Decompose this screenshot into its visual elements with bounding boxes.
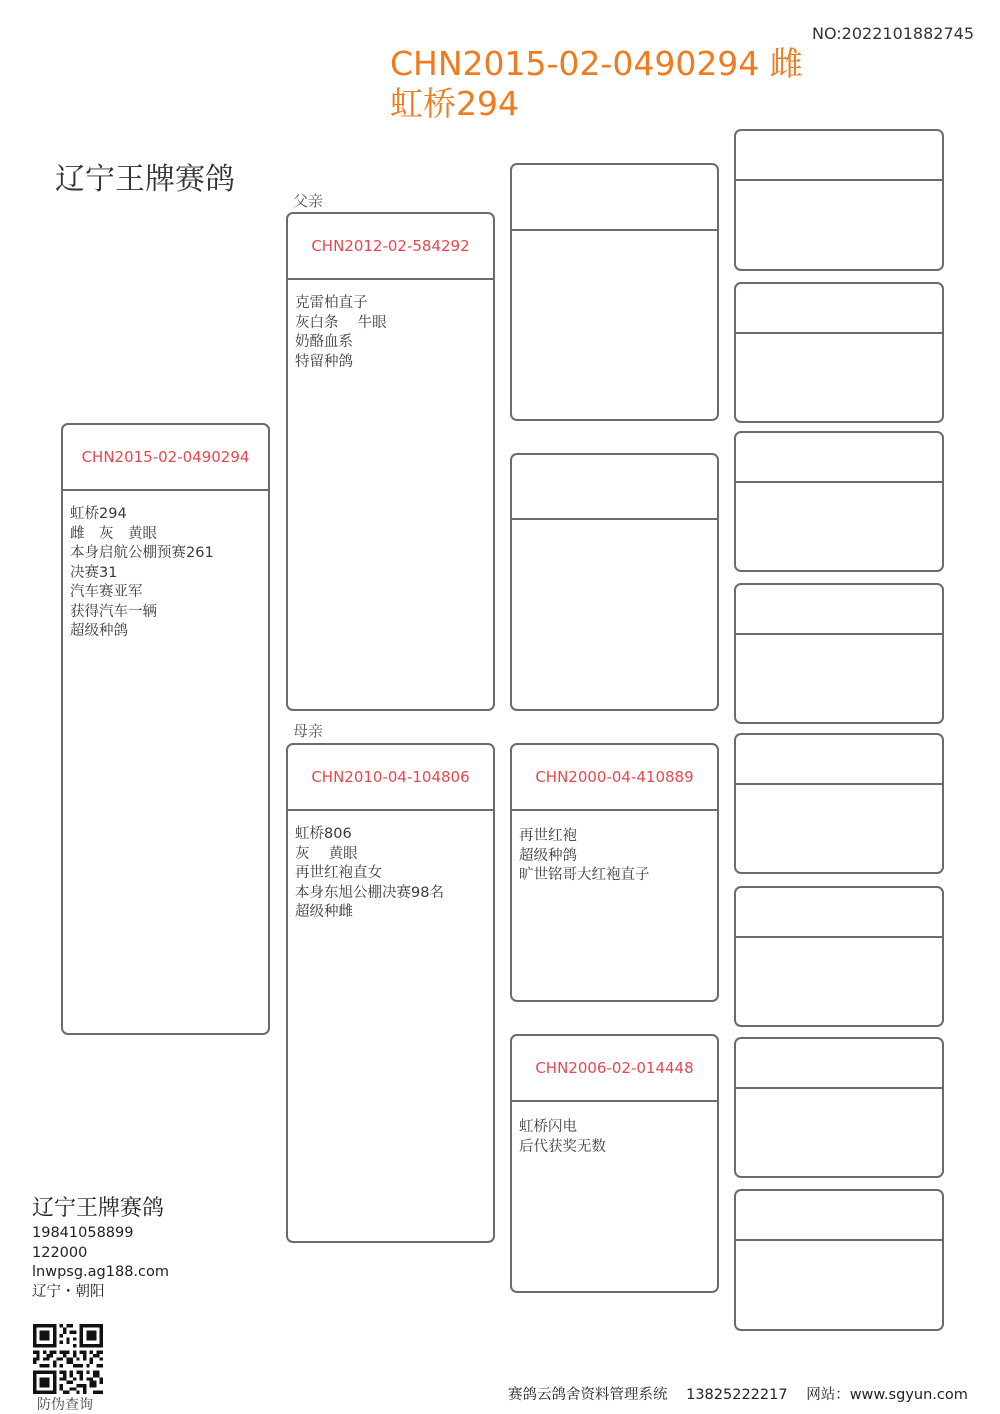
note-line: 决赛31: [70, 564, 118, 581]
card-divider: [736, 481, 942, 483]
note-line: 旷世铭哥大红袍直子: [519, 867, 650, 883]
certificate-number: NO:2022101882745: [812, 24, 975, 43]
note-line: 特留种鸽: [295, 353, 353, 370]
paternal-grandsire-card: [510, 163, 719, 421]
note-line: 克雷柏直子: [295, 295, 368, 311]
card-divider: [736, 633, 942, 635]
note-line: 超级种鸽: [519, 847, 577, 864]
note-line: 汽车赛亚军: [70, 584, 143, 600]
maternal-grandsire-ring-number: CHN2000-04-410889: [512, 745, 717, 811]
maternal-grandsire-notes: [519, 827, 711, 886]
note-line: 灰 黄眼: [295, 845, 358, 862]
paternal-granddam-card: [510, 453, 719, 711]
note-line: 再世红袍: [519, 828, 577, 844]
note-line: 再世红袍直女: [295, 865, 382, 881]
maternal-grandsire-card: [510, 743, 719, 1002]
card-divider: [736, 332, 942, 334]
footer: [508, 1383, 968, 1404]
contact-website: lnwpsg.ag188.com: [32, 1264, 169, 1280]
note-line: 超级种雌: [295, 904, 353, 920]
note-line: 超级种鸽: [70, 623, 128, 639]
great-grandparent-card: [734, 1037, 944, 1178]
loft-name: 辽宁王牌赛鸽: [55, 162, 235, 197]
qr-caption: 防伪查询: [37, 1397, 93, 1413]
card-divider: [736, 179, 942, 181]
great-grandparent-card: [734, 733, 944, 874]
footer-site-link[interactable]: www.sgyun.com: [849, 1387, 968, 1403]
father-card: [286, 212, 495, 711]
father-ring-number: CHN2012-02-584292: [288, 214, 493, 280]
father-label: 父亲: [293, 192, 324, 210]
maternal-granddam-ring-number: CHN2006-02-014448: [512, 1036, 717, 1102]
footer-site-label: 网站：: [806, 1387, 850, 1403]
subject-card: [61, 423, 270, 1035]
title-line-name: 虹桥294: [390, 84, 519, 123]
card-divider: [736, 936, 942, 938]
great-grandparent-card: [734, 886, 944, 1027]
maternal-granddam-card: [510, 1034, 719, 1293]
contact-block: [32, 1194, 169, 1302]
note-line: 获得汽车一辆: [70, 603, 157, 620]
mother-label: 母亲: [293, 722, 324, 740]
qr-code: [33, 1324, 103, 1394]
footer-phone: 13825222217: [686, 1387, 788, 1403]
card-divider: [736, 1087, 942, 1089]
note-line: 雌 灰 黄眼: [70, 525, 157, 542]
note-line: 虹桥806: [295, 826, 352, 842]
mother-notes: [295, 825, 487, 923]
title-line-ring: CHN2015-02-0490294 雌: [390, 44, 803, 83]
contact-phone: 19841058899: [32, 1225, 134, 1241]
mother-ring-number: CHN2010-04-104806: [288, 745, 493, 811]
note-line: 虹桥294: [70, 506, 127, 522]
note-line: 灰白条 牛眼: [295, 314, 387, 331]
card-divider: [736, 783, 942, 785]
note-line: 本身启航公棚预赛261: [70, 545, 214, 561]
subject-notes: [70, 505, 262, 642]
great-grandparent-card: [734, 1189, 944, 1331]
card-divider: [512, 518, 717, 520]
contact-postcode: 122000: [32, 1244, 88, 1261]
great-grandparent-card: [734, 282, 944, 423]
mother-card: [286, 743, 495, 1243]
note-line: 本身东旭公棚决赛98名: [295, 884, 444, 901]
note-line: 奶酪血系: [295, 334, 353, 350]
contact-name: 辽宁王牌赛鸽: [32, 1196, 165, 1221]
qr-code-icon: [33, 1324, 103, 1394]
note-line: 后代获奖无数: [519, 1138, 606, 1155]
pedigree-title: [390, 44, 803, 124]
great-grandparent-card: [734, 431, 944, 572]
card-divider: [736, 1239, 942, 1241]
great-grandparent-card: [734, 129, 944, 271]
subject-ring-number: CHN2015-02-0490294: [63, 425, 268, 491]
contact-location: 辽宁・朝阳: [32, 1283, 105, 1300]
card-divider: [512, 229, 717, 231]
note-line: 虹桥闪电: [519, 1119, 577, 1135]
great-grandparent-card: [734, 583, 944, 724]
father-notes: [295, 294, 487, 372]
footer-system-name: 赛鸽云鸽舍资料管理系统: [508, 1387, 668, 1403]
maternal-granddam-notes: [519, 1118, 711, 1157]
